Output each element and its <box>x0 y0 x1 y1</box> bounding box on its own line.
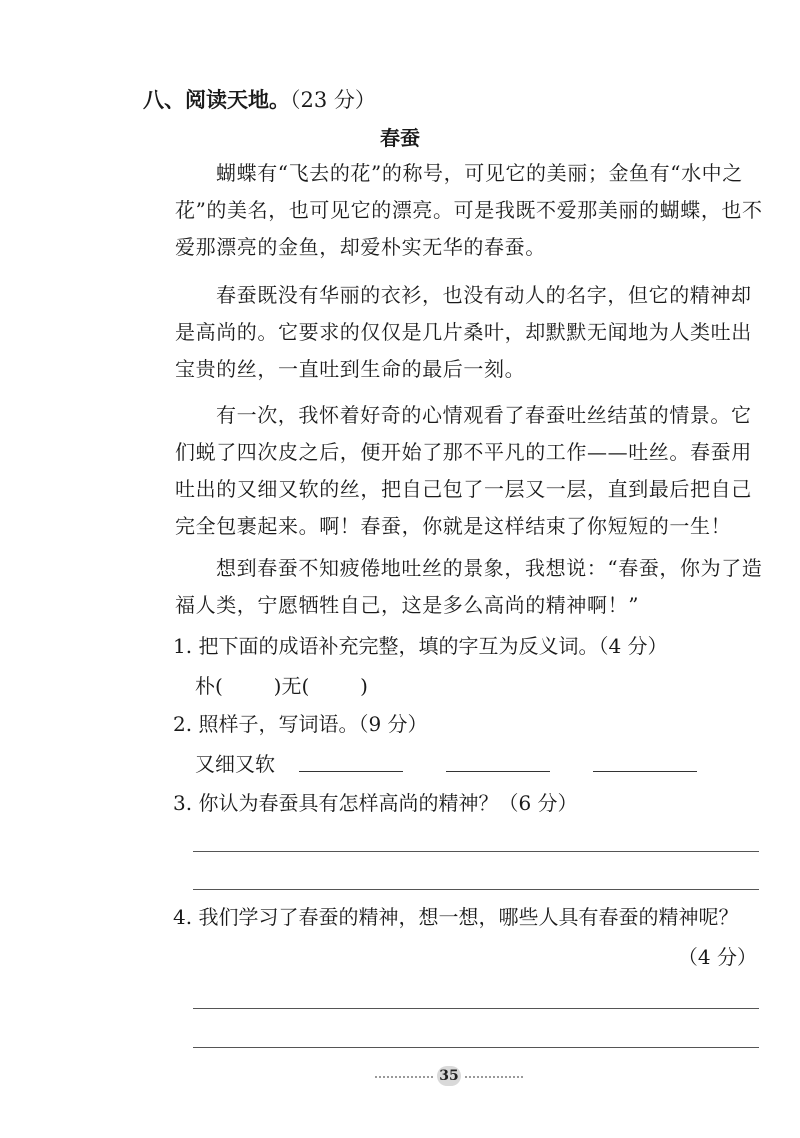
section-heading <box>143 84 376 114</box>
article-line: 宝贵的丝，一直吐到生命的最后一刻。 <box>175 357 526 381</box>
footer-dots-left <box>375 1076 433 1078</box>
question-1: 1. 把下面的成语补充完整，填的字互为反义词。（4 分） <box>173 634 668 658</box>
question-2: 2. 照样子，写词语。（9 分） <box>173 712 428 736</box>
section-points: （23 分） <box>290 88 376 112</box>
page-number: 35 <box>437 1066 461 1086</box>
question-3: 3. 你认为春蚕具有怎样高尚的精神？（6 分） <box>173 791 578 815</box>
article-line: 蝴蝶有“飞去的花”的称号，可见它的美丽；金鱼有“水中之 <box>216 161 743 185</box>
question-4: 4. 我们学习了春蚕的精神，想一想，哪些人具有春蚕的精神呢？ <box>173 905 739 929</box>
article-line: 吐出的又细又软的丝，把自己包了一层又一层，直到最后把自己 <box>175 477 752 501</box>
answer-blank-2[interactable] <box>446 771 550 772</box>
article-line: 是高尚的。它要求的仅仅是几片桑叶，却默默无闻地为人类吐出 <box>175 320 752 344</box>
article-line: 完全包裹起来。啊！春蚕，你就是这样结束了你短短的一生！ <box>175 514 732 538</box>
article-line: 花”的美名，也可见它的漂亮。可是我既不爱那美丽的蝴蝶，也不 <box>175 198 763 222</box>
article-line: 想到春蚕不知疲倦地吐丝的景象，我想说：“春蚕，你为了造 <box>216 556 763 580</box>
footer-dots-right <box>465 1076 523 1078</box>
answer-blank-1[interactable] <box>299 771 403 772</box>
article-line: 福人类，宁愿牺牲自己，这是多么高尚的精神啊！” <box>175 593 640 617</box>
article-title: 春蚕 <box>380 126 420 150</box>
question-4-points: （4 分） <box>677 945 757 969</box>
article-line: 爱那漂亮的金鱼，却爱朴实无华的春蚕。 <box>175 235 546 259</box>
article-line: 有一次，我怀着好奇的心情观看了春蚕吐丝结茧的情景。它 <box>216 403 752 427</box>
answer-blank-3[interactable] <box>593 771 697 772</box>
question-2-example: 又细又软 <box>195 752 275 776</box>
article-line: 春蚕既没有华丽的衣衫，也没有动人的名字，但它的精神却 <box>216 283 752 307</box>
article-line: 们蜕了四次皮之后，便开始了那不平凡的工作——吐丝。春蚕用 <box>175 440 752 464</box>
answer-line[interactable] <box>193 1047 759 1048</box>
section-title: 八、阅读天地。 <box>143 88 290 112</box>
question-1-idiom[interactable]: 朴( )无( ) <box>195 674 368 698</box>
answer-line[interactable] <box>193 889 759 890</box>
page-footer <box>0 1068 800 1086</box>
answer-line[interactable] <box>193 851 759 852</box>
answer-line[interactable] <box>193 1008 759 1009</box>
